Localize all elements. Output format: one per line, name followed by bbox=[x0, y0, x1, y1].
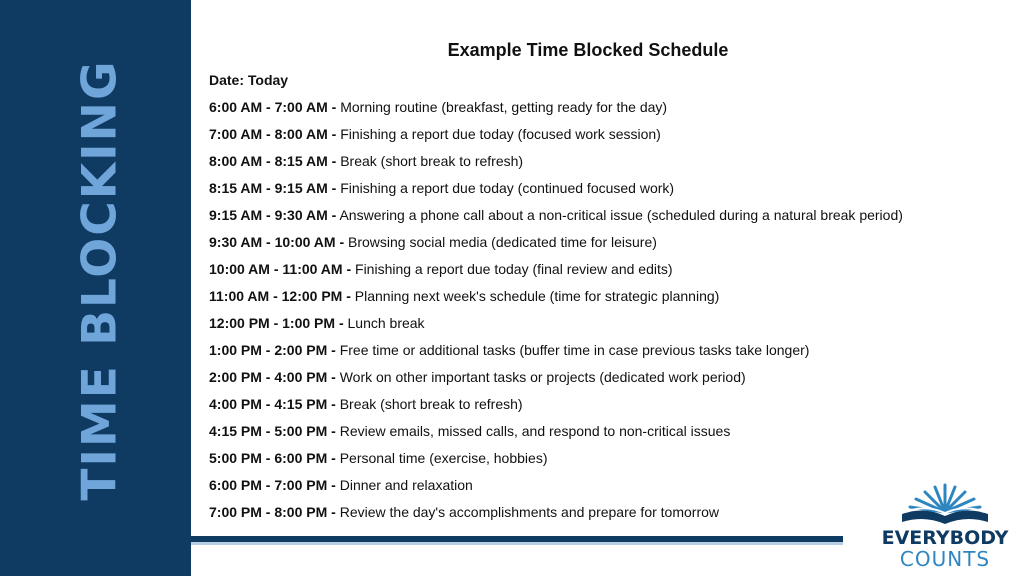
schedule-row bbox=[209, 180, 903, 207]
schedule-row bbox=[209, 288, 903, 315]
schedule-row bbox=[209, 315, 903, 342]
everybody-counts-logo bbox=[872, 482, 1018, 570]
schedule-row bbox=[209, 477, 903, 504]
time-range: 4:00 PM - 4:15 PM - bbox=[209, 396, 336, 412]
time-range: 8:00 AM - 8:15 AM - bbox=[209, 153, 337, 169]
time-range: 8:15 AM - 9:15 AM - bbox=[209, 180, 337, 196]
time-range: 2:00 PM - 4:00 PM - bbox=[209, 369, 336, 385]
activity: Finishing a report due today (focused work session) bbox=[340, 126, 661, 142]
logo-text-secondary: COUNTS bbox=[899, 547, 991, 571]
time-range: 9:30 AM - 10:00 AM - bbox=[209, 234, 345, 250]
date-line: Date: Today bbox=[209, 72, 289, 88]
schedule-row bbox=[209, 153, 903, 180]
time-range: 11:00 AM - 12:00 PM - bbox=[209, 288, 351, 304]
schedule-row bbox=[209, 207, 903, 234]
activity: Answering a phone call about a non-critical issue (scheduled during a natural break period) bbox=[339, 207, 903, 223]
schedule-row bbox=[209, 126, 903, 153]
schedule-row bbox=[209, 450, 903, 477]
time-range: 7:00 PM - 8:00 PM - bbox=[209, 504, 336, 520]
schedule-row bbox=[209, 261, 903, 288]
sidebar-title: TIME BLOCKING bbox=[72, 59, 128, 501]
activity: Review emails, missed calls, and respond to non-critical issues bbox=[339, 423, 731, 439]
schedule-row bbox=[209, 234, 903, 261]
activity: Morning routine (breakfast, getting ready for the day) bbox=[340, 99, 668, 115]
time-range: 6:00 PM - 7:00 PM - bbox=[209, 477, 336, 493]
activity: Lunch break bbox=[347, 315, 425, 331]
schedule-row bbox=[209, 369, 903, 396]
activity: Free time or additional tasks (buffer time in case previous tasks take longer) bbox=[339, 342, 810, 358]
time-range: 6:00 AM - 7:00 AM - bbox=[209, 99, 337, 115]
time-range: 5:00 PM - 6:00 PM - bbox=[209, 450, 336, 466]
activity: Personal time (exercise, hobbies) bbox=[339, 450, 548, 466]
activity: Finishing a report due today (continued focused work) bbox=[340, 180, 675, 196]
time-range: 1:00 PM - 2:00 PM - bbox=[209, 342, 336, 358]
time-range: 7:00 AM - 8:00 AM - bbox=[209, 126, 337, 142]
activity: Dinner and relaxation bbox=[339, 477, 473, 493]
sunburst-book-icon bbox=[872, 482, 1018, 528]
schedule-row bbox=[209, 342, 903, 369]
time-range: 4:15 PM - 5:00 PM - bbox=[209, 423, 336, 439]
activity: Finishing a report due today (final review and edits) bbox=[355, 261, 673, 277]
activity: Work on other important tasks or projects (dedicated work period) bbox=[339, 369, 746, 385]
sidebar-panel bbox=[0, 0, 191, 576]
schedule-row bbox=[209, 423, 903, 450]
page-title: Example Time Blocked Schedule bbox=[447, 40, 729, 60]
logo-text-primary: EVERYBODY bbox=[881, 527, 1009, 549]
schedule-row bbox=[209, 504, 903, 531]
activity: Break (short break to refresh) bbox=[340, 153, 524, 169]
activity: Browsing social media (dedicated time for leisure) bbox=[348, 234, 657, 250]
schedule-row bbox=[209, 99, 903, 126]
footer-bar-accent bbox=[191, 542, 843, 545]
activity: Planning next week's schedule (time for strategic planning) bbox=[354, 288, 720, 304]
schedule-list bbox=[209, 99, 903, 531]
time-range: 12:00 PM - 1:00 PM - bbox=[209, 315, 344, 331]
time-range: 10:00 AM - 11:00 AM - bbox=[209, 261, 352, 277]
time-range: 9:15 AM - 9:30 AM - bbox=[209, 207, 337, 223]
activity: Review the day's accomplishments and prepare for tomorrow bbox=[339, 504, 720, 520]
schedule-row bbox=[209, 396, 903, 423]
activity: Break (short break to refresh) bbox=[339, 396, 523, 412]
